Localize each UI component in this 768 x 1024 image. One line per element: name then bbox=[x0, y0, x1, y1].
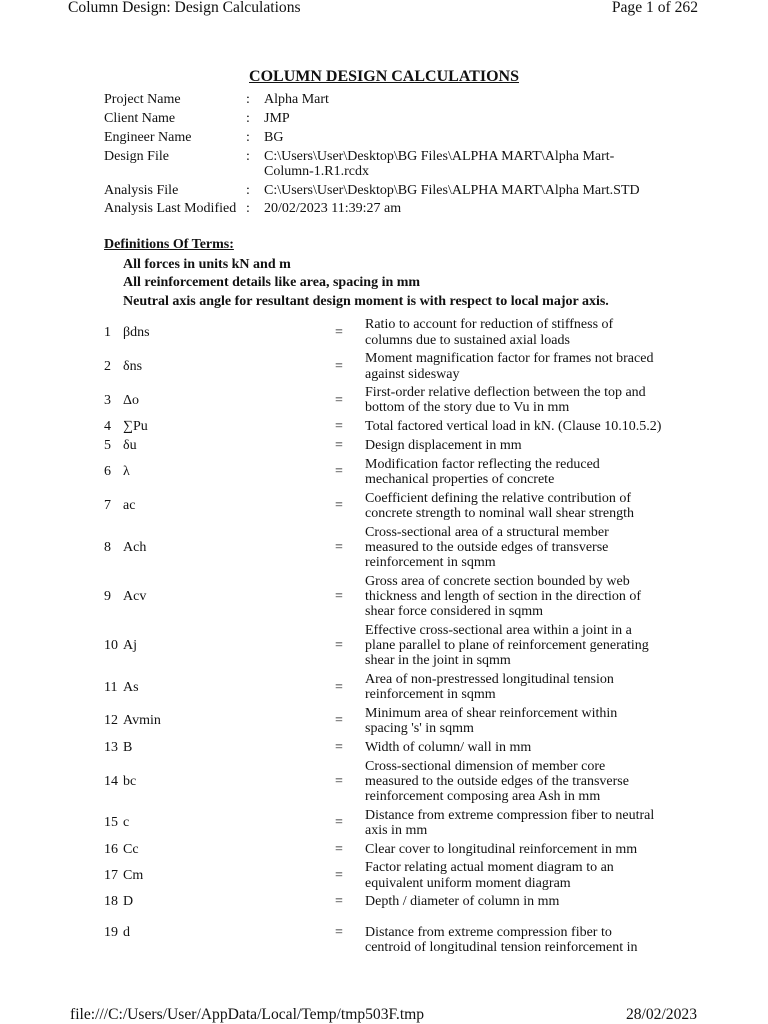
definition-description bbox=[365, 525, 609, 571]
definition-symbol: Ach bbox=[123, 539, 147, 555]
definition-row bbox=[104, 436, 661, 455]
definition-symbol: d bbox=[123, 925, 130, 941]
definition-row bbox=[104, 757, 661, 806]
equals-sign: = bbox=[335, 498, 343, 514]
definition-description-line: Cross-sectional area of a structural member bbox=[365, 524, 609, 540]
definition-number: 17 bbox=[104, 867, 118, 883]
definition-description bbox=[365, 623, 649, 669]
definition-number: 5 bbox=[104, 437, 111, 453]
definition-description bbox=[365, 740, 531, 755]
definition-symbol: B bbox=[123, 739, 133, 755]
definition-description-line: mechanical properties of concrete bbox=[365, 471, 555, 487]
definition-description-line: Gross area of concrete section bounded by web bbox=[365, 573, 630, 589]
project-info-colon: : bbox=[246, 182, 250, 198]
definition-description-line: Distance from extreme compression fiber to bbox=[365, 925, 612, 941]
units-notes bbox=[123, 256, 609, 312]
project-info-colon: : bbox=[246, 92, 250, 108]
project-info-value bbox=[264, 149, 614, 179]
definition-symbol: Avmin bbox=[123, 713, 161, 729]
definition-description bbox=[365, 351, 653, 381]
definition-description bbox=[365, 419, 661, 434]
definition-row bbox=[104, 383, 661, 417]
definition-row bbox=[104, 859, 661, 893]
definition-number: 18 bbox=[104, 894, 118, 910]
definition-description bbox=[365, 842, 637, 857]
definitions-table bbox=[104, 316, 661, 958]
equals-sign: = bbox=[335, 588, 343, 604]
print-footer-url: file:///C:/Users/User/AppData/Local/Temp/tmp503F.tmp bbox=[70, 1006, 425, 1023]
definition-number: 2 bbox=[104, 358, 111, 374]
equals-sign: = bbox=[335, 437, 343, 453]
definition-description bbox=[365, 860, 614, 890]
definition-description-line: bottom of the story due to Vu in mm bbox=[365, 400, 570, 416]
definition-description-line: Area of non-prestressed longitudinal tension bbox=[365, 671, 614, 687]
equals-sign: = bbox=[335, 539, 343, 555]
definition-description-line: centroid of longitudinal tension reinforcement in bbox=[365, 940, 638, 956]
project-info-colon: : bbox=[246, 148, 250, 164]
definition-description-line: axis in mm bbox=[365, 822, 428, 838]
definitions-heading: Definitions Of Terms: bbox=[104, 237, 234, 252]
definition-row bbox=[104, 523, 661, 572]
definition-description-line: reinforcement in sqmm bbox=[365, 554, 496, 570]
definition-symbol: ac bbox=[123, 498, 136, 514]
definition-symbol: ∑Pu bbox=[123, 419, 148, 435]
equals-sign: = bbox=[335, 925, 343, 941]
definition-description-line: plane parallel to plane of reinforcement generating bbox=[365, 638, 649, 653]
definition-description-line: Total factored vertical load in kN. (Clause 10.10.5.2) bbox=[365, 419, 662, 435]
definition-symbol: δu bbox=[123, 437, 137, 453]
definition-description-line: measured to the outside edges of the transverse bbox=[365, 773, 629, 789]
definition-description-line: Ratio to account for reduction of stiffness of bbox=[365, 317, 614, 333]
equals-sign: = bbox=[335, 419, 343, 435]
equals-sign: = bbox=[335, 739, 343, 755]
definition-description bbox=[365, 438, 522, 453]
project-info-table bbox=[104, 91, 640, 219]
project-info-value-line: C:\Users\User\Desktop\BG Files\ALPHA MART\Alpha Mart- bbox=[264, 148, 615, 164]
definition-number: 6 bbox=[104, 464, 111, 480]
project-info-row bbox=[104, 109, 640, 128]
definition-number: 13 bbox=[104, 739, 118, 755]
project-info-colon: : bbox=[246, 111, 250, 127]
definition-description-line: Distance from extreme compression fiber to neutral bbox=[365, 807, 655, 823]
definition-description bbox=[365, 491, 634, 521]
project-info-value bbox=[264, 92, 329, 107]
project-info-label: Design File bbox=[104, 148, 169, 164]
project-info-value bbox=[264, 111, 290, 126]
project-info-value bbox=[264, 201, 401, 216]
definition-symbol: λ bbox=[123, 464, 130, 480]
definition-description-line: Effective cross-sectional area within a joint in a bbox=[365, 622, 632, 638]
definition-description-line: Clear cover to longitudinal reinforcement in mm bbox=[365, 841, 638, 857]
project-info-row bbox=[104, 91, 640, 110]
equals-sign: = bbox=[335, 324, 343, 340]
project-info-row bbox=[104, 128, 640, 147]
definition-number: 10 bbox=[104, 638, 118, 653]
definition-number: 14 bbox=[104, 773, 118, 789]
project-info-value bbox=[264, 130, 283, 145]
print-header-title: Column Design: Design Calculations bbox=[68, 0, 301, 16]
definition-row bbox=[104, 893, 661, 912]
project-info-row bbox=[104, 147, 640, 181]
definition-number: 3 bbox=[104, 392, 111, 408]
definition-description-line: thickness and length of section in the direction of bbox=[365, 588, 642, 604]
definition-row bbox=[104, 417, 661, 436]
definition-description bbox=[365, 317, 613, 347]
equals-sign: = bbox=[335, 867, 343, 883]
equals-sign: = bbox=[335, 841, 343, 857]
definition-description-line: shear force considered in sqmm bbox=[365, 604, 544, 620]
definition-symbol: As bbox=[123, 679, 139, 695]
definition-symbol: Cc bbox=[123, 841, 139, 857]
definition-row bbox=[104, 455, 661, 489]
equals-sign: = bbox=[335, 894, 343, 910]
definition-symbol: Acv bbox=[123, 588, 147, 604]
equals-sign: = bbox=[335, 713, 343, 729]
definition-description-line: shear in the joint in sqmm bbox=[365, 653, 511, 669]
definition-description-line: concrete strength to nominal wall shear strength bbox=[365, 505, 635, 521]
definition-row bbox=[104, 738, 661, 757]
project-info-value-line: Column-1.R1.rcdx bbox=[264, 163, 369, 179]
definition-description-line: spacing 's' in sqmm bbox=[365, 721, 474, 737]
definition-symbol: Δo bbox=[123, 392, 140, 408]
definition-row bbox=[104, 621, 661, 670]
definition-number: 8 bbox=[104, 539, 111, 555]
definition-description-line: Depth / diameter of column in mm bbox=[365, 894, 560, 910]
definition-number: 9 bbox=[104, 588, 111, 604]
definition-description-line: reinforcement composing area Ash in mm bbox=[365, 788, 601, 804]
definition-description-line: reinforcement in sqmm bbox=[365, 687, 496, 703]
units-note: Neutral axis angle for resultant design moment is with respect to local major axis. bbox=[123, 293, 609, 309]
project-info-colon: : bbox=[246, 201, 250, 217]
equals-sign: = bbox=[335, 815, 343, 831]
definition-row bbox=[104, 806, 661, 840]
definition-row bbox=[104, 572, 661, 621]
definition-row bbox=[104, 840, 661, 859]
definition-description bbox=[365, 574, 641, 620]
definition-symbol: Cm bbox=[123, 867, 144, 883]
print-footer-date: 28/02/2023 bbox=[625, 1006, 697, 1023]
definition-row bbox=[104, 704, 661, 738]
definition-row bbox=[104, 350, 661, 384]
equals-sign: = bbox=[335, 358, 343, 374]
project-info-value-line: BG bbox=[264, 129, 284, 145]
definition-description-line: Minimum area of shear reinforcement within bbox=[365, 705, 618, 721]
definition-row bbox=[104, 923, 661, 957]
project-info-label: Engineer Name bbox=[104, 129, 192, 145]
definition-description-line: Factor relating actual moment diagram to an bbox=[365, 860, 614, 876]
definition-number: 11 bbox=[104, 679, 118, 695]
project-info-label: Analysis File bbox=[104, 182, 179, 198]
equals-sign: = bbox=[335, 638, 343, 653]
project-info-row bbox=[104, 199, 640, 218]
definition-description-line: columns due to sustained axial loads bbox=[365, 332, 570, 348]
units-note: All forces in units kN and m bbox=[123, 256, 291, 272]
project-info-label: Analysis Last Modified bbox=[104, 201, 237, 217]
definition-symbol: D bbox=[123, 894, 134, 910]
definition-number: 15 bbox=[104, 815, 118, 831]
definition-description bbox=[365, 457, 600, 487]
definition-description-line: Design displacement in mm bbox=[365, 437, 522, 453]
definition-number: 16 bbox=[104, 841, 118, 857]
definition-description-line: Width of column/ wall in mm bbox=[365, 739, 532, 755]
definition-description-line: equivalent uniform moment diagram bbox=[365, 875, 571, 891]
definition-number: 4 bbox=[104, 419, 111, 435]
project-info-value-line: JMP bbox=[264, 111, 290, 127]
project-info-value bbox=[264, 183, 640, 198]
definition-description-line: Modification factor reflecting the reduced bbox=[365, 456, 600, 472]
project-info-label: Client Name bbox=[104, 111, 176, 127]
definition-symbol: bc bbox=[123, 773, 137, 789]
units-note: All reinforcement details like area, spacing in mm bbox=[123, 275, 421, 291]
definition-description bbox=[365, 706, 617, 736]
project-info-value-line: Alpha Mart bbox=[264, 92, 329, 108]
definition-number: 7 bbox=[104, 498, 111, 514]
document-title: COLUMN DESIGN CALCULATIONS bbox=[249, 68, 519, 85]
definition-description bbox=[365, 385, 646, 415]
definition-description bbox=[365, 925, 638, 955]
equals-sign: = bbox=[335, 392, 343, 408]
definition-description-line: against sidesway bbox=[365, 366, 460, 382]
definition-description-line: Cross-sectional dimension of member core bbox=[365, 758, 606, 774]
definition-symbol: c bbox=[123, 815, 130, 831]
definition-description bbox=[365, 759, 629, 805]
definition-description-line: First-order relative deflection between the top and bbox=[365, 385, 646, 401]
definition-description-line: Coefficient defining the relative contribution of bbox=[365, 490, 632, 506]
definition-symbol: δns bbox=[123, 358, 143, 374]
project-info-label: Project Name bbox=[104, 92, 181, 108]
definition-description bbox=[365, 894, 559, 909]
project-info-value-line: 20/02/2023 11:39:27 am bbox=[264, 201, 402, 217]
project-info-row bbox=[104, 181, 640, 200]
definition-row bbox=[104, 670, 661, 704]
definition-row bbox=[104, 489, 661, 523]
project-info-value-line: C:\Users\User\Desktop\BG Files\ALPHA MART\Alpha Mart.STD bbox=[264, 182, 640, 198]
definition-number: 19 bbox=[104, 925, 118, 941]
definition-description-line: measured to the outside edges of transverse bbox=[365, 539, 609, 555]
definition-symbol: Aj bbox=[123, 638, 137, 653]
equals-sign: = bbox=[335, 679, 343, 695]
definition-symbol: βdns bbox=[123, 324, 150, 340]
definition-description bbox=[365, 672, 614, 702]
definition-number: 12 bbox=[104, 713, 118, 729]
definition-number: 1 bbox=[104, 324, 111, 340]
definition-row bbox=[104, 316, 661, 350]
equals-sign: = bbox=[335, 464, 343, 480]
definition-description-line: Moment magnification factor for frames not braced bbox=[365, 351, 654, 367]
project-info-colon: : bbox=[246, 129, 250, 145]
equals-sign: = bbox=[335, 773, 343, 789]
page-number: Page 1 of 262 bbox=[611, 0, 698, 16]
definition-description bbox=[365, 808, 654, 838]
